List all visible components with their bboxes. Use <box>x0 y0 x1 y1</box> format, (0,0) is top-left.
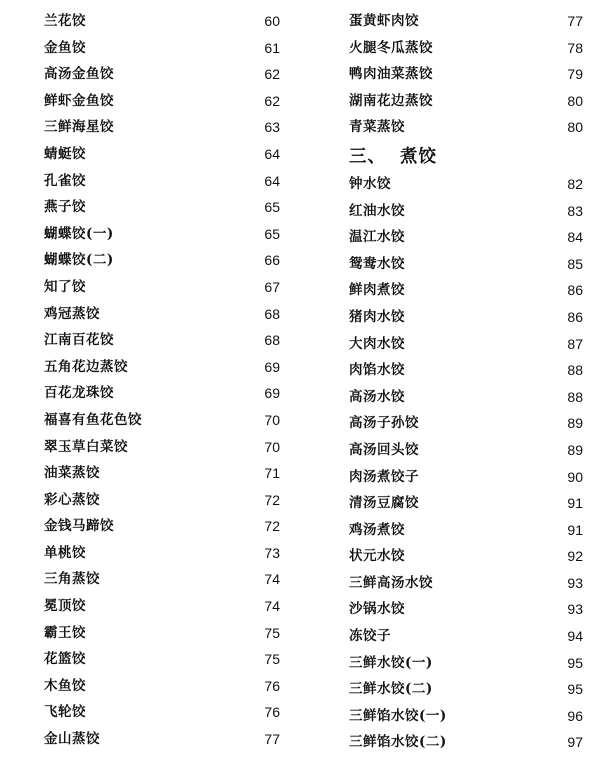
section-number: 三、 <box>349 146 386 167</box>
toc-entry-title: 蜻蜓饺 <box>44 145 86 162</box>
toc-entry-page-number: 79 <box>567 66 583 83</box>
toc-entry <box>44 35 280 62</box>
toc-entry-page-number: 64 <box>264 172 280 189</box>
toc-entry <box>349 198 583 225</box>
toc-entry <box>44 380 280 407</box>
toc-entry <box>349 543 583 570</box>
toc-entry-page-number: 67 <box>264 278 280 295</box>
toc-entry-page-number: 93 <box>567 574 583 591</box>
toc-entry-page-number: 94 <box>567 628 583 645</box>
toc-entry-title: 飞轮饺 <box>44 704 86 721</box>
toc-entry-page-number: 91 <box>567 495 583 512</box>
toc-entry-title: 花篮饺 <box>44 651 86 668</box>
toc-entry-title: 三鲜高汤水饺 <box>349 574 433 591</box>
toc-entry <box>44 61 280 88</box>
toc-entry-page-number: 77 <box>567 13 583 29</box>
toc-entry <box>44 221 280 248</box>
toc-entry-page-number: 64 <box>264 145 280 162</box>
toc-entry <box>44 88 280 115</box>
toc-entry-title: 金钱马蹄饺 <box>44 518 114 535</box>
toc-entry-page-number: 71 <box>264 465 280 482</box>
toc-entry-title: 肉馅水饺 <box>349 362 405 379</box>
toc-entry-page-number: 80 <box>567 119 583 136</box>
toc-entry-page-number: 85 <box>567 255 583 272</box>
toc-entry <box>44 673 280 700</box>
toc-entry-title: 青菜蒸饺 <box>349 119 405 136</box>
toc-entry <box>349 114 583 141</box>
toc-entry <box>44 114 280 141</box>
toc-entry <box>349 384 583 411</box>
toc-entry <box>349 357 583 384</box>
toc-entry-page-number: 82 <box>567 175 583 192</box>
toc-entry-page-number: 92 <box>567 548 583 565</box>
toc-entry <box>349 703 583 730</box>
toc-entry-title: 五角花边蒸饺 <box>44 358 128 375</box>
toc-entry-title: 高汤金鱼饺 <box>44 66 114 83</box>
toc-entry <box>44 194 280 221</box>
toc-entry-title: 燕子饺 <box>44 199 86 216</box>
toc-entry-page-number: 97 <box>567 734 583 751</box>
toc-entry <box>349 35 583 62</box>
toc-entry <box>44 646 280 673</box>
toc-entry-title: 翠玉草白菜饺 <box>44 438 128 455</box>
toc-left-column <box>44 8 280 753</box>
toc-entry-title: 福喜有鱼花色饺 <box>44 411 142 428</box>
toc-entry-page-number: 89 <box>567 441 583 458</box>
toc-entry-page-number: 69 <box>264 358 280 375</box>
toc-entry <box>349 171 583 198</box>
toc-entry-title: 红油水饺 <box>349 202 405 219</box>
toc-entry <box>44 8 280 35</box>
toc-entry <box>44 354 280 381</box>
toc-entry-title: 油菜蒸饺 <box>44 465 100 482</box>
toc-entry-title: 冕顶饺 <box>44 598 86 615</box>
toc-entry <box>44 460 280 487</box>
toc-entry-title: 知了饺 <box>44 278 86 295</box>
toc-entry <box>44 699 280 726</box>
toc-entry-page-number: 70 <box>264 411 280 428</box>
toc-entry-title: 三鲜馅水饺(二) <box>349 734 447 751</box>
toc-entry-title: 高汤子孙饺 <box>349 415 419 432</box>
toc-entry <box>44 593 280 620</box>
toc-entry <box>44 540 280 567</box>
toc-entry <box>349 304 583 331</box>
toc-entry-page-number: 95 <box>567 654 583 671</box>
toc-entry-title: 兰花饺 <box>44 13 86 29</box>
toc-entry-title: 三鲜水饺(二) <box>349 681 433 698</box>
toc-entry <box>349 277 583 304</box>
toc-entry-title: 鸡冠蒸饺 <box>44 305 100 322</box>
toc-entry-title: 金鱼饺 <box>44 39 86 56</box>
toc-right-bottom-group <box>349 171 583 756</box>
toc-entry-title: 鸡汤煮饺 <box>349 521 405 538</box>
toc-entry <box>44 141 280 168</box>
toc-entry <box>349 490 583 517</box>
toc-entry-title: 木鱼饺 <box>44 677 86 694</box>
toc-entry <box>44 566 280 593</box>
toc-entry <box>44 620 280 647</box>
toc-entry-page-number: 69 <box>264 385 280 402</box>
toc-entry-page-number: 65 <box>264 199 280 216</box>
toc-entry-page-number: 62 <box>264 66 280 83</box>
toc-entry <box>349 464 583 491</box>
toc-entry-title: 百花龙珠饺 <box>44 385 114 402</box>
toc-entry-page-number: 77 <box>264 731 280 748</box>
toc-entry-title: 钟水饺 <box>349 175 391 192</box>
toc-entry-title: 单桃饺 <box>44 544 86 561</box>
toc-entry-page-number: 96 <box>567 707 583 724</box>
toc-entry <box>44 487 280 514</box>
toc-entry-title: 鲜肉煮饺 <box>349 282 405 299</box>
toc-entry-title: 鸭肉油菜蒸饺 <box>349 66 433 83</box>
toc-entry-page-number: 62 <box>264 92 280 109</box>
toc-entry-title: 火腿冬瓜蒸饺 <box>349 39 433 56</box>
toc-entry-title: 三鲜海星饺 <box>44 119 114 136</box>
toc-entry <box>349 331 583 358</box>
toc-entry <box>349 251 583 278</box>
toc-entry <box>349 623 583 650</box>
toc-entry <box>349 88 583 115</box>
toc-entry-page-number: 86 <box>567 308 583 325</box>
toc-entry <box>349 596 583 623</box>
toc-entry-title: 清汤豆腐饺 <box>349 495 419 512</box>
toc-entry-page-number: 75 <box>264 624 280 641</box>
toc-entry-page-number: 72 <box>264 491 280 508</box>
toc-entry-page-number: 86 <box>567 282 583 299</box>
toc-entry-page-number: 63 <box>264 119 280 136</box>
section-title: 煮饺 <box>400 146 437 167</box>
toc-entry-title: 温江水饺 <box>349 229 405 246</box>
toc-entry-page-number: 89 <box>567 415 583 432</box>
toc-entry-page-number: 84 <box>567 229 583 246</box>
toc-entry-page-number: 66 <box>264 252 280 269</box>
toc-right-top-group <box>349 8 583 141</box>
toc-entry <box>44 168 280 195</box>
toc-entry <box>349 676 583 703</box>
toc-entry-title: 蝴蝶饺(一) <box>44 225 114 242</box>
toc-entry-page-number: 90 <box>567 468 583 485</box>
toc-entry-page-number: 72 <box>264 518 280 535</box>
toc-entry-page-number: 87 <box>567 335 583 352</box>
toc-entry-page-number: 88 <box>567 388 583 405</box>
toc-entry-page-number: 70 <box>264 438 280 455</box>
toc-entry-title: 大肉水饺 <box>349 335 405 352</box>
toc-entry-page-number: 80 <box>567 92 583 109</box>
toc-entry-title: 高汤水饺 <box>349 388 405 405</box>
toc-entry-page-number: 75 <box>264 651 280 668</box>
toc-entry-page-number: 93 <box>567 601 583 618</box>
toc-entry-title: 鸳鸯水饺 <box>349 255 405 272</box>
toc-entry-title: 江南百花饺 <box>44 332 114 349</box>
toc-entry-title: 肉汤煮饺子 <box>349 468 419 485</box>
toc-entry <box>44 407 280 434</box>
toc-entry-title: 孔雀饺 <box>44 172 86 189</box>
toc-entry-page-number: 83 <box>567 202 583 219</box>
toc-entry-title: 三鲜馅水饺(一) <box>349 707 447 724</box>
toc-entry-title: 鲜虾金鱼饺 <box>44 92 114 109</box>
toc-entry-page-number: 60 <box>264 13 280 29</box>
toc-entry-page-number: 91 <box>567 521 583 538</box>
toc-entry-title: 湖南花边蒸饺 <box>349 92 433 109</box>
toc-entry-title: 猪肉水饺 <box>349 308 405 325</box>
toc-entry-title: 三鲜水饺(一) <box>349 654 433 671</box>
toc-entry <box>44 301 280 328</box>
toc-entry-page-number: 74 <box>264 598 280 615</box>
toc-entry-page-number: 65 <box>264 225 280 242</box>
toc-entry <box>349 729 583 756</box>
toc-entry-title: 金山蒸饺 <box>44 731 100 748</box>
toc-entry-page-number: 68 <box>264 332 280 349</box>
toc-entry-title: 三角蒸饺 <box>44 571 100 588</box>
toc-entry <box>349 8 583 35</box>
toc-entry-title: 霸王饺 <box>44 624 86 641</box>
toc-entry <box>349 517 583 544</box>
toc-entry <box>349 437 583 464</box>
toc-entry-page-number: 68 <box>264 305 280 322</box>
toc-entry <box>349 61 583 88</box>
toc-entry <box>349 650 583 677</box>
toc-entry-title: 高汤回头饺 <box>349 441 419 458</box>
toc-entry-page-number: 76 <box>264 704 280 721</box>
toc-entry-page-number: 76 <box>264 677 280 694</box>
toc-right-column <box>349 8 583 756</box>
toc-entry-page-number: 61 <box>264 39 280 56</box>
toc-entry-title: 蝴蝶饺(二) <box>44 252 114 269</box>
section-heading <box>349 143 583 171</box>
toc-entry-page-number: 88 <box>567 362 583 379</box>
toc-entry <box>349 570 583 597</box>
toc-entry-page-number: 95 <box>567 681 583 698</box>
toc-entry <box>349 224 583 251</box>
toc-entry <box>44 274 280 301</box>
toc-entry-title: 彩心蒸饺 <box>44 491 100 508</box>
toc-entry <box>44 327 280 354</box>
toc-entry-title: 状元水饺 <box>349 548 405 565</box>
toc-entry-title: 冻饺子 <box>349 628 391 645</box>
toc-entry-page-number: 74 <box>264 571 280 588</box>
toc-entry <box>44 247 280 274</box>
toc-entry-page-number: 73 <box>264 544 280 561</box>
toc-entry <box>44 434 280 461</box>
toc-entry-title: 蛋黄虾肉饺 <box>349 13 419 29</box>
toc-entry-title: 沙锅水饺 <box>349 601 405 618</box>
toc-entry <box>44 726 280 753</box>
toc-entry-page-number: 78 <box>567 39 583 56</box>
toc-entry <box>44 513 280 540</box>
toc-entry <box>349 410 583 437</box>
